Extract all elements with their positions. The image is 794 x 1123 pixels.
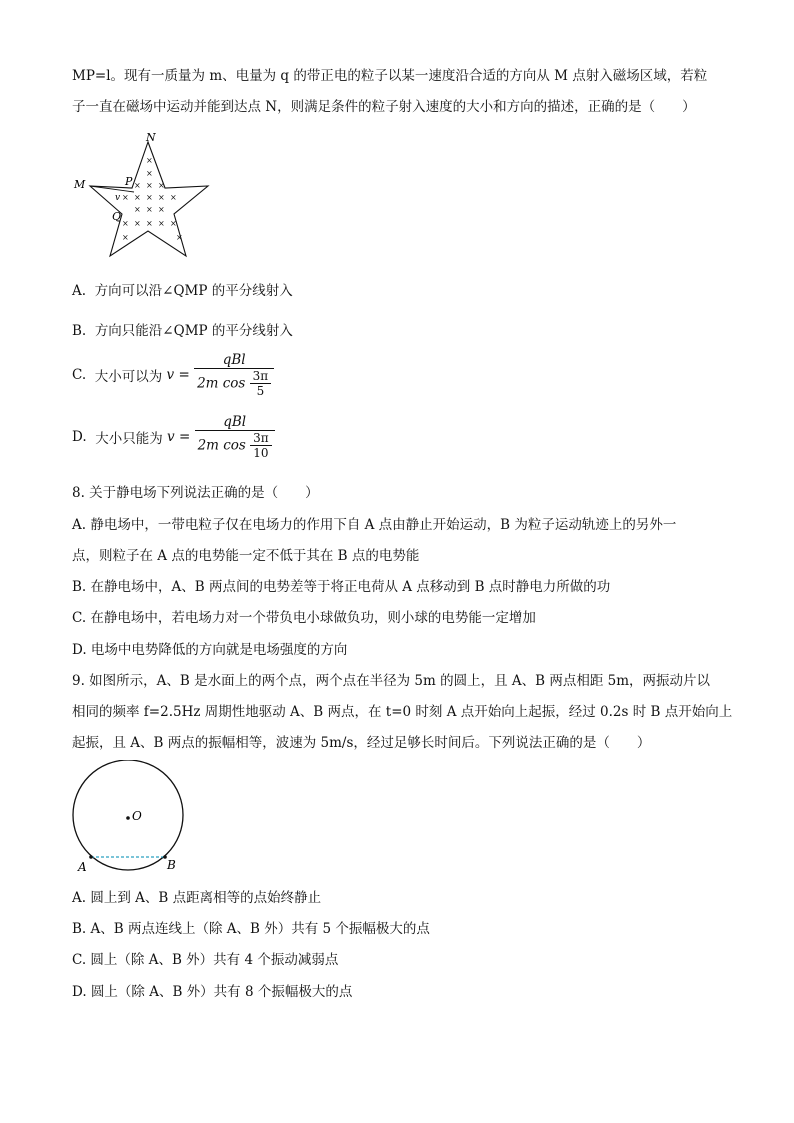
cross-marks [122, 156, 183, 242]
q9-option-a: A. 圆上到 A、B 点距离相等的点始终静止 [72, 890, 322, 906]
q9-option-b: B. A、B 两点连线上（除 A、B 外）共有 5 个振幅极大的点 [72, 921, 430, 937]
q7-option-b: B. 方向只能沿∠QMP 的平分线射入 [72, 323, 293, 339]
svg-text:×: × [146, 181, 153, 190]
q8-option-a-line1: A. 静电场中，一带电粒子仅在电场力的作用下自 A 点由静止开始运动，B 为粒子运动轨迹上的另外一 [72, 517, 677, 533]
label-p: P [125, 175, 133, 188]
label-b: B [167, 858, 176, 872]
svg-text:×: × [158, 205, 165, 214]
formula-c: qBl 2m cos $\frac{3\pi}{5}$ [194, 352, 274, 398]
q7-option-a: A. 方向可以沿∠QMP 的平分线射入 [72, 283, 293, 299]
circle-figure [70, 760, 195, 878]
svg-text:×: × [158, 181, 165, 190]
q7-option-c: C. 大小可以为 v = qBl 2m cos $\frac{3\pi}{5}$ [72, 352, 274, 398]
svg-text:×: × [158, 219, 165, 228]
q8-option-c: C. 在静电场中，若电场力对一个带负电小球做负功，则小球的电势能一定增加 [72, 610, 536, 626]
svg-text:×: × [146, 169, 153, 178]
star-figure [70, 128, 215, 263]
svg-text:×: × [122, 219, 129, 228]
svg-text:×: × [146, 219, 153, 228]
q8-option-d: D. 电场中电势降低的方向就是电场强度的方向 [72, 642, 348, 658]
svg-text:×: × [170, 219, 177, 228]
label-a: A [78, 860, 87, 874]
svg-text:×: × [122, 193, 129, 202]
label-m: M [74, 178, 86, 191]
q8-stem: 8. 关于静电场下列说法正确的是（ ） [72, 485, 319, 501]
q9-stem-line1: 9. 如图所示，A、B 是水面上的两个点，两个点在半径为 5m 的圆上，且 A、B 两点相距 5m，两振动片以 [72, 673, 711, 689]
label-n: N [146, 131, 156, 144]
q8-option-a-line2: 点，则粒子在 A 点的电势能一定不低于其在 B 点的电势能 [72, 548, 420, 564]
formula-d: qBl 2m cos $\frac{3\pi}{10}$ [195, 414, 275, 460]
q8-option-b: B. 在静电场中，A、B 两点间的电势差等于将正电荷从 A 点移动到 B 点时静电力所做的功 [72, 579, 611, 595]
svg-text:×: × [122, 233, 129, 242]
svg-text:×: × [134, 193, 141, 202]
q9-stem-line3: 起振，且 A、B 两点的振幅相等，波速为 5m/s，经过足够长时间后。下列说法正确的是（ ） [72, 735, 651, 751]
q7-option-d: D. 大小只能为 v = qBl 2m cos $\frac{3\pi}{10}$ [72, 414, 275, 460]
svg-text:×: × [176, 233, 183, 242]
svg-text:×: × [158, 193, 165, 202]
q7-intro-line1: MP=l。现有一质量为 m、电量为 q 的带正电的粒子以某一速度沿合适的方向从 M 点射入磁场区域，若粒 [72, 68, 708, 84]
svg-text:×: × [134, 219, 141, 228]
label-q: Q [112, 210, 122, 223]
q9-option-d: D. 圆上（除 A、B 外）共有 8 个振幅极大的点 [72, 984, 353, 1000]
q7-intro-line2: 子一直在磁场中运动并能到达点 N，则满足条件的粒子射入速度的大小和方向的描述，正确的是（ ） [72, 99, 696, 115]
svg-text:×: × [146, 205, 153, 214]
label-o: O [132, 809, 142, 823]
label-v: v [115, 193, 121, 203]
svg-text:×: × [146, 156, 153, 165]
q9-option-c: C. 圆上（除 A、B 外）共有 4 个振动减弱点 [72, 952, 339, 968]
svg-text:×: × [146, 193, 153, 202]
svg-text:×: × [134, 205, 141, 214]
svg-text:×: × [134, 181, 141, 190]
svg-text:×: × [170, 193, 177, 202]
q9-stem-line2: 相同的频率 f=2.5Hz 周期性地驱动 A、B 两点，在 t=0 时刻 A 点开始向上起振，经过 0.2s 时 B 点开始向上 [72, 704, 733, 720]
